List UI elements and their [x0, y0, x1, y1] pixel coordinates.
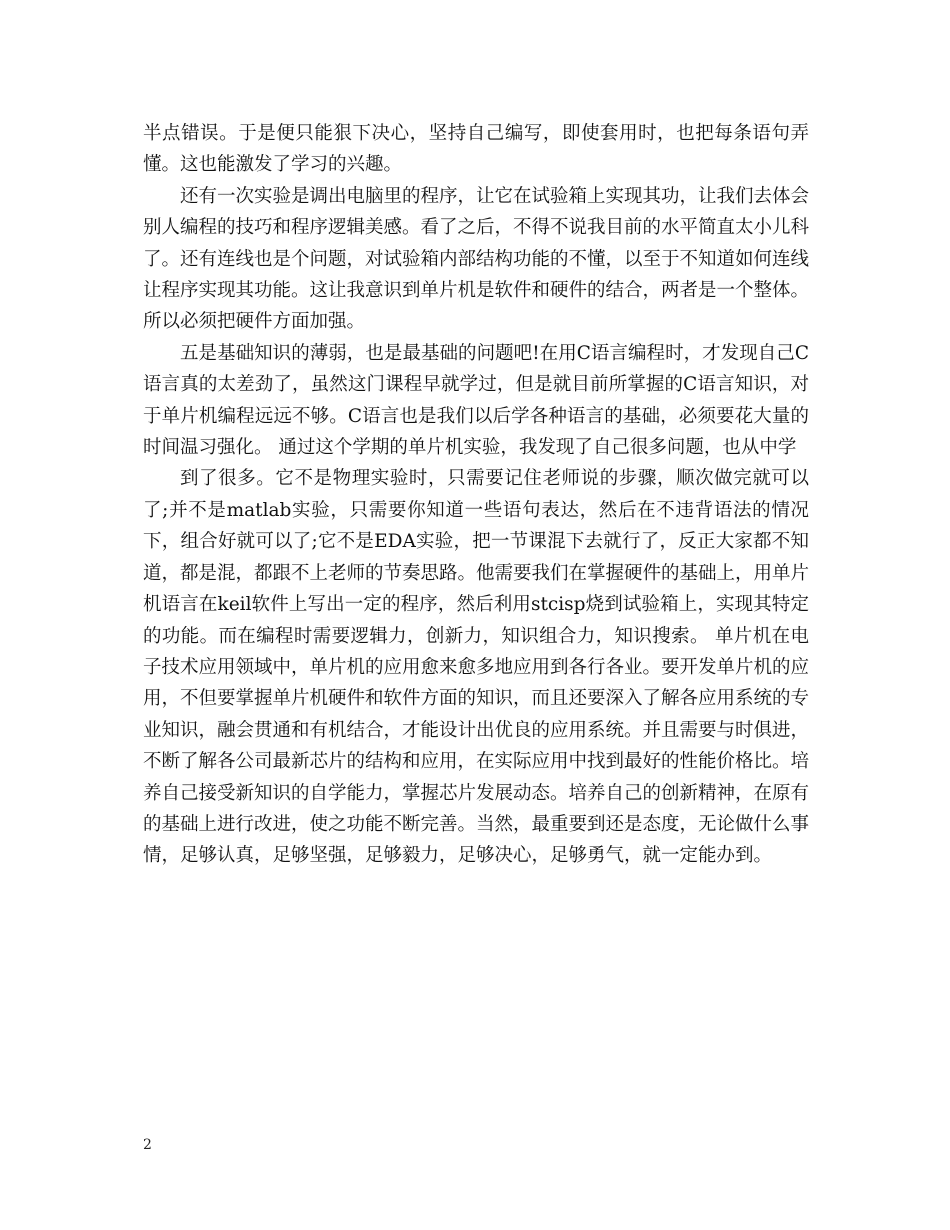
page-number: 2 — [143, 1137, 152, 1153]
paragraph-1: 半点错误。于是便只能狠下决心，坚持自己编写，即使套用时，也把每条语句弄懂。这也能激发了学习的兴趣。 — [143, 123, 809, 176]
paragraph-4: 到了很多。它不是物理实验时，只需要记住老师说的步骤，顺次做完就可以了;并不是matlab实验，只需要你知道一些语句表达，然后在不违背语法的情况下，组合好就可以了;它不是EDA实验，把一节课混下去就行了，反正大家都不知道，都是混，都跟不上老师的节奏思路。他需要我们在掌握硬件的基础上，用单片机语言在keil软件上写出一定的程序，然后利用stcisp烧到试验箱上，实现其特定的功能。而在编程时需要逻辑力，创新力，知识组合力，知识搜索。 单片机在电子技术应用领域中，单片机的应用愈来愈多地应用到各行各业。要开发单片机的应用，不但要掌握单片机硬件和软件方面的知识，而且还要深入了解各应用系统的专业知识，融会贯通和有机结合，才能设计出优良的应用系统。并且需要与时俱进，不断了解各公司最新芯片的结构和应用，在实际应用中找到最好的性能价格比。培养自己接受新知识的自学能力，掌握芯片发展动态。培养自己的创新精神，在原有的基础上进行改进，使之功能不断完善。当然，最重要到还是态度，无论做什么事情，足够认真，足够坚强，足够毅力，足够决心，足够勇气，就一定能办到。 — [143, 468, 810, 867]
document-body — [143, 118, 809, 872]
paragraph-3: 五是基础知识的薄弱，也是最基础的问题吧!在用C语言编程时，才发现自己C语言真的太差劲了，虽然这门课程早就学过，但是就目前所掌握的C语言知识，对于单片机编程远远不够。C语言也是我们以后学各种语言的基础，必须要花大量的时间温习强化。 通过这个学期的单片机实验，我发现了自己很多问题，也从中学 — [143, 342, 809, 459]
paragraph-2: 还有一次实验是调出电脑里的程序，让它在试验箱上实现其功，让我们去体会别人编程的技巧和程序逻辑美感。看了之后，不得不说我目前的水平简直太小儿科了。还有连线也是个问题，对试验箱内部结构功能的不懂，以至于不知道如何连线让程序实现其功能。这让我意识到单片机是软件和硬件的结合，两者是一个整体。所以必须把硬件方面加强。 — [143, 185, 810, 333]
